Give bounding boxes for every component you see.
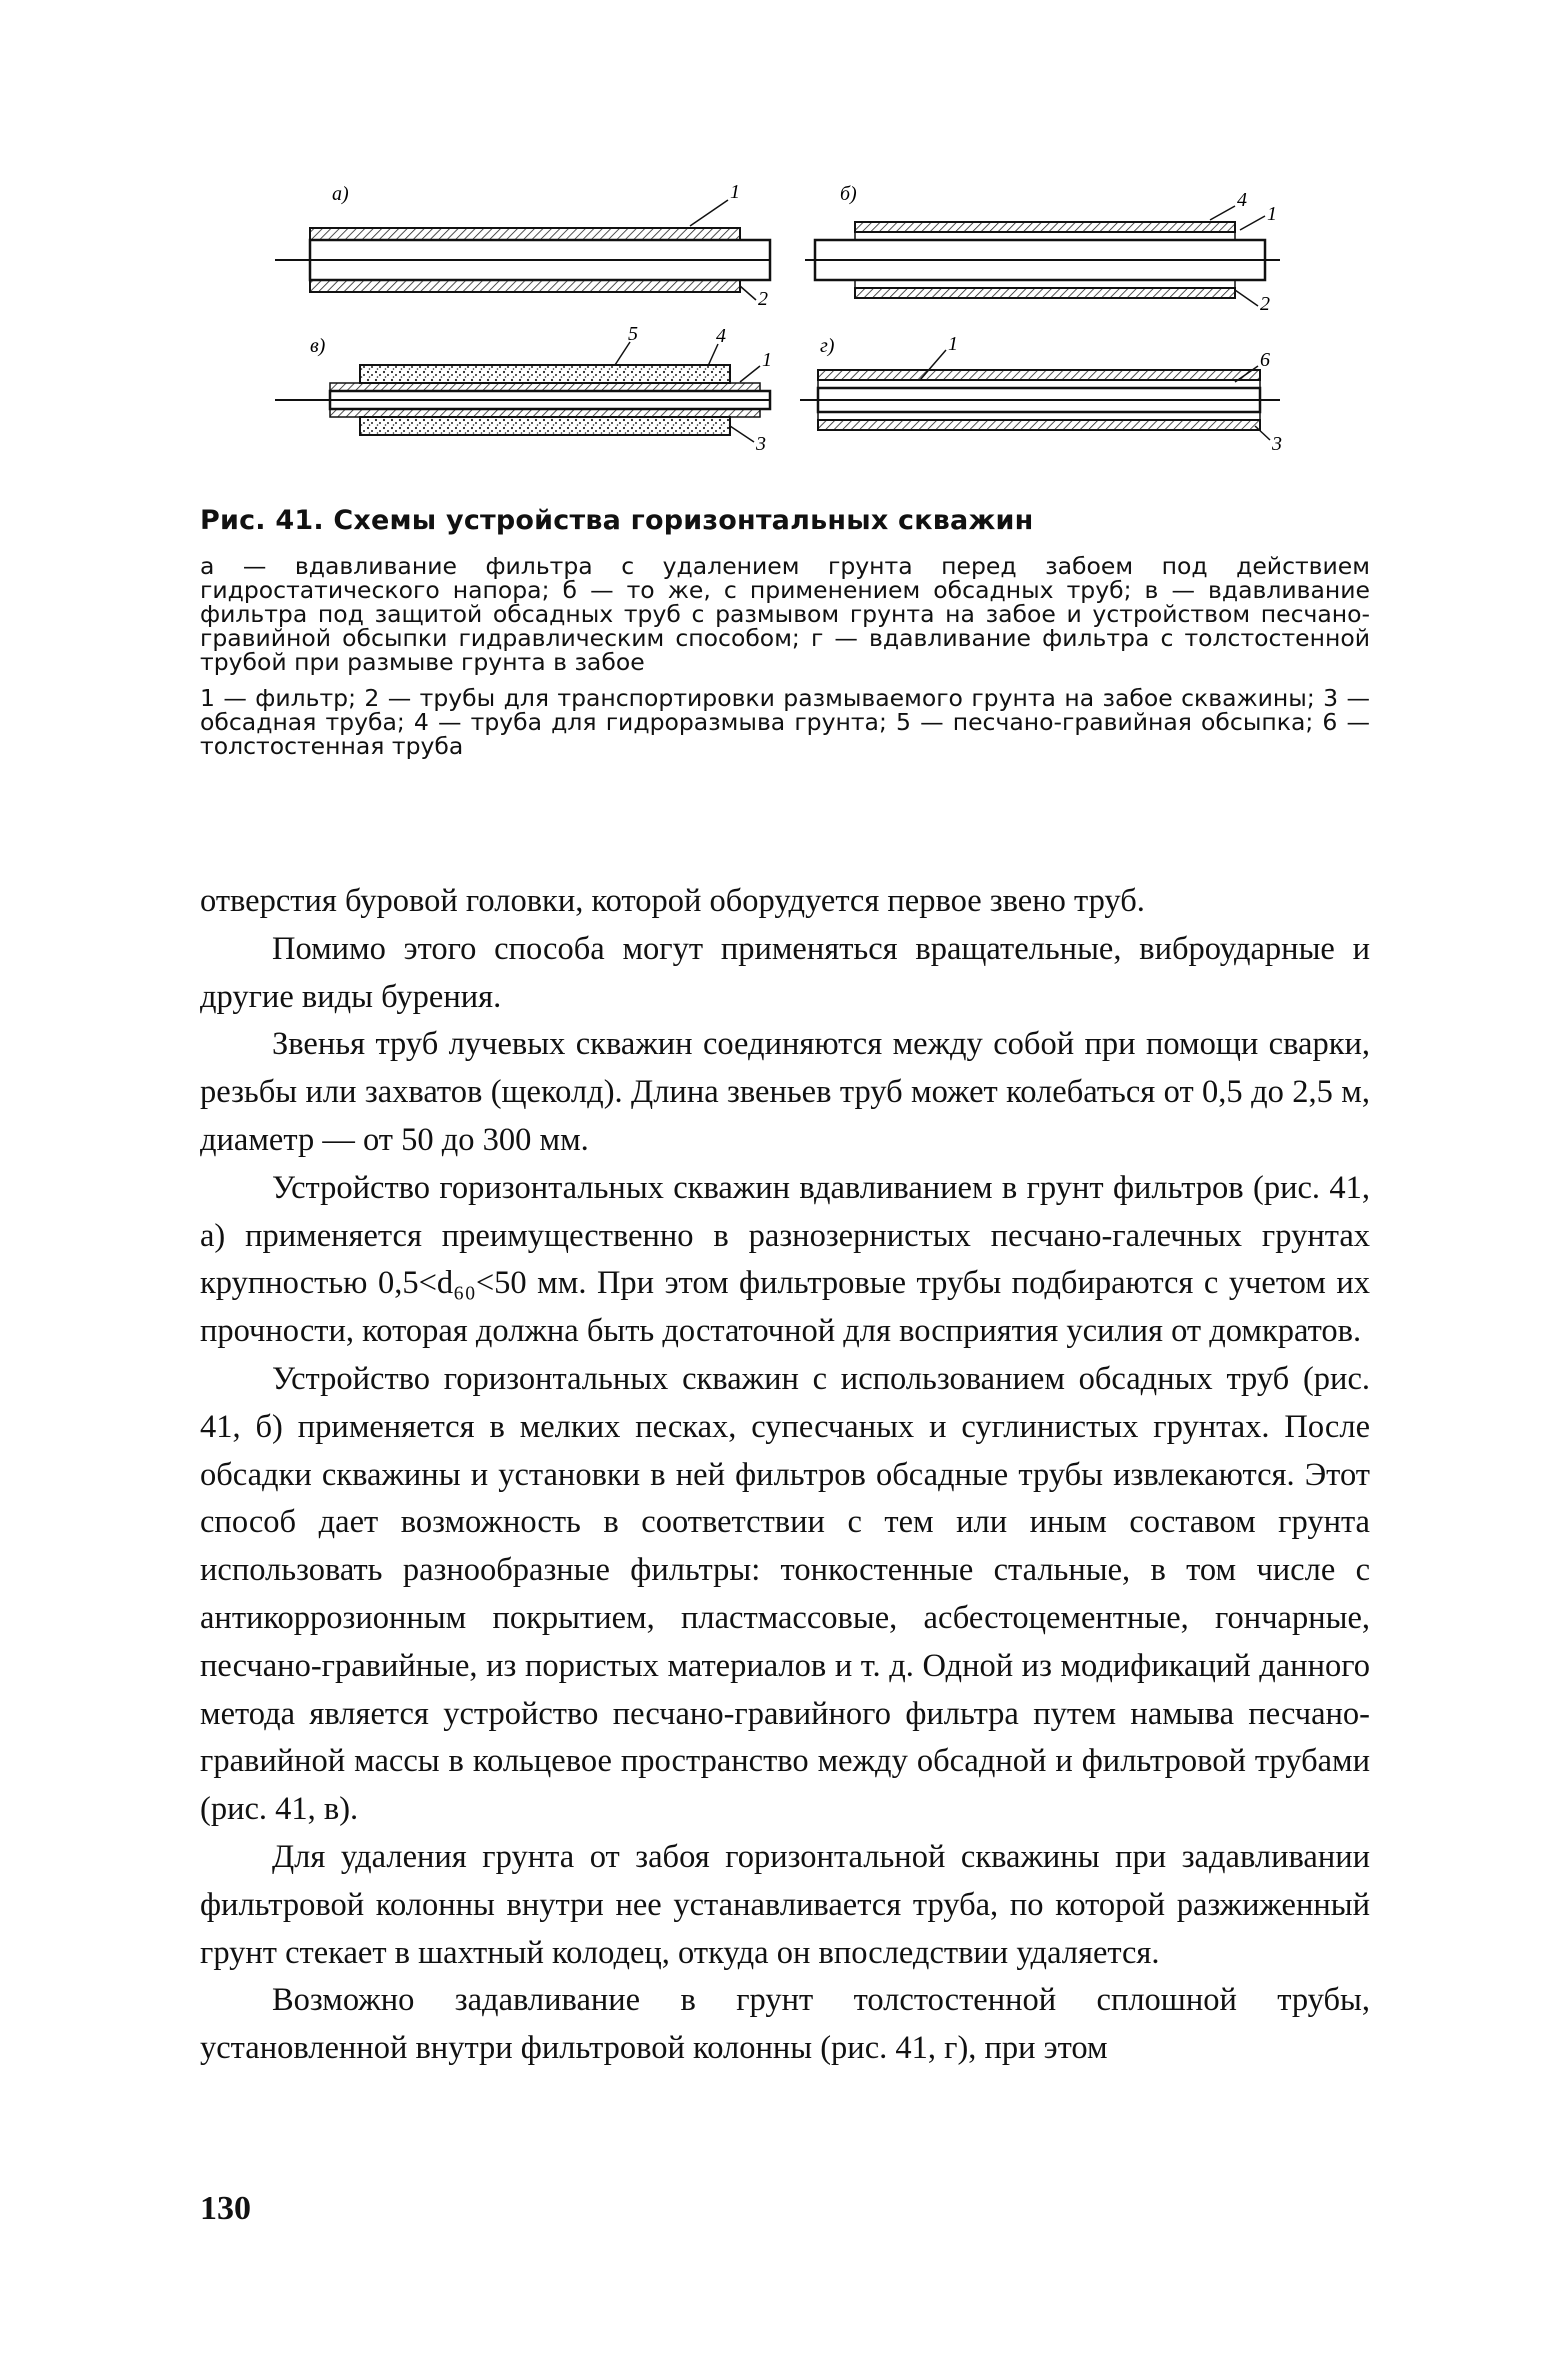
panel-a-diagram	[275, 181, 770, 310]
page-number: 130	[200, 2190, 251, 2227]
paragraph-6: Для удаления грунта от забоя горизонтальной скважины при задавливании фильтровой колонны внутри нее устанавливается труба, по которой разжиженный грунт стекает в шахтный колодец, откуда он впоследствии удаляется.	[200, 1838, 1370, 1971]
paragraph-7: Возможно задавливание в грунт толстостенной сплошной трубы, установленной внутри фильтровой колонны (рис. 41, г), при этом	[200, 1982, 1370, 2067]
panel-a-label: а)	[332, 183, 349, 205]
paragraph-1: отверстия буровой головки, которой оборудуется первое звено труб.	[200, 883, 1145, 919]
figure-41	[270, 170, 1300, 470]
panel-g-diagram	[800, 333, 1282, 455]
paragraph-3: Звенья труб лучевых скважин соединяются между собой при помощи сварки, резьбы или захватов (щеколд). Длина звеньев труб может колебаться от 0,5 до 2,5 м, диаметр — от 50 до 300 мм.	[200, 1026, 1370, 1158]
panel-v-label: в)	[310, 335, 326, 357]
callout-g-1: 1	[948, 333, 958, 355]
body-text	[200, 878, 1370, 2073]
callout-a-2: 2	[758, 288, 768, 310]
callout-a-1: 1	[730, 181, 740, 203]
callout-g-6: 6	[1260, 349, 1270, 371]
callout-b-2: 2	[1260, 293, 1270, 315]
panel-g-label: г)	[820, 335, 835, 357]
paragraph-5: Устройство горизонтальных скважин с использованием обсадных труб (рис. 41, б) применяется в мелких песках, супесчаных и суглинистых грунтах. После обсадки скважины и установки в ней фильтров обсадные трубы извлекаются. Этот способ дает возможность в соответствии с тем или иным составом грунта использовать разнообразные фильтры: тонкостенные стальные, в том числе с антикоррозионным покрытием, пластмассовые, асбестоцементные, гончарные, песчано-гравийные, из пористых материалов и т. д. Одной из модификаций данного метода является устройство песчано-гравийного фильтра путем намыва песчано-гравийной массы в кольцевое пространство между обсадной и фильтровой трубами (рис. 41, в).	[200, 1360, 1370, 1828]
callout-b-4: 4	[1237, 189, 1247, 211]
caption-modes: а — вдавливание фильтра с удалением грунта перед забоем под действием гидростатического напора; б — то же, с применением обсадных труб; в — вдавливание фильтра под защитой обсадных труб с размывом грунта на забое и устройством песчано-гравийной обсыпки гидравлическим способом; г — вдавливание фильтра с толстостенной трубой при размыве грунта в забое	[200, 552, 1370, 676]
panel-b-label: б)	[840, 183, 857, 205]
callout-g-3: 3	[1272, 433, 1282, 455]
caption-legend: 1 — фильтр; 2 — трубы для транспортировки размываемого грунта на забое скважины; 3 — обсадная труба; 4 — труба для гидроразмыва грунта; 5 — песчано-гравийная обсыпка; 6 — толстостенная труба	[200, 684, 1370, 760]
callout-b-1: 1	[1267, 203, 1277, 225]
panel-b-diagram	[805, 183, 1280, 315]
panel-v-diagram	[275, 323, 772, 455]
caption-title: Рис. 41. Схемы устройства горизонтальных скважин	[200, 505, 1034, 536]
paragraph-2: Помимо этого способа могут применяться вращательные, виброударные и другие виды бурения.	[200, 930, 1370, 1015]
callout-v-5: 5	[628, 323, 638, 345]
paragraph-4: Устройство горизонтальных скважин вдавливанием в грунт фильтров (рис. 41, а) применяется преимущественно в разнозернистых песчано-галечных грунтах крупностью 0,5<d₆₀<50 мм. При этом фильтровые трубы подбираются с учетом их прочности, которая должна быть достаточной для восприятия усилия от домкратов.	[200, 1169, 1370, 1350]
callout-v-3: 3	[756, 433, 766, 455]
figure-caption	[200, 505, 1370, 770]
callout-v-4: 4	[716, 325, 726, 347]
callout-v-1: 1	[762, 349, 772, 371]
